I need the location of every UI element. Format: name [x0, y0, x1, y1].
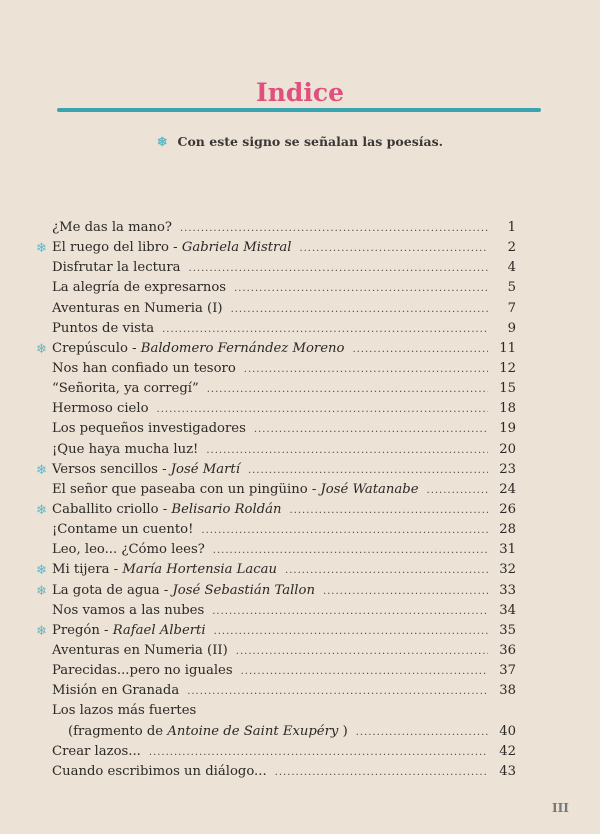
- entry-text: Puntos de vista: [52, 320, 155, 336]
- entry-author: José Martí: [170, 461, 240, 477]
- dot-leader: [149, 747, 488, 758]
- toc-entry: [36, 462, 516, 482]
- dot-leader: [206, 445, 488, 456]
- poem-snowflake-icon: ❄: [36, 563, 47, 579]
- entry-text: Versos sencillos -: [52, 461, 171, 477]
- entry-title: [52, 703, 196, 718]
- dot-leader: [275, 767, 488, 778]
- entry-page: 20: [499, 441, 516, 457]
- entry-text: Disfrutar la lectura: [52, 260, 181, 276]
- dot-leader: [241, 666, 488, 677]
- entry-title: [52, 583, 315, 598]
- dot-leader: [207, 384, 488, 395]
- entry-page: 38: [499, 683, 516, 699]
- poem-snowflake-icon: ❄: [36, 623, 47, 639]
- entry-page: 4: [507, 260, 516, 276]
- entry-title: [52, 301, 223, 316]
- entry-title: [52, 522, 193, 537]
- toc-entry: [36, 442, 516, 462]
- entry-title: [52, 321, 154, 336]
- poem-snowflake-icon: ❄: [36, 502, 47, 518]
- entry-author: José Sebastián Tallon: [172, 582, 315, 598]
- toc-entry: [36, 562, 516, 582]
- toc-entry: [36, 260, 516, 280]
- dot-leader: [231, 304, 488, 315]
- title-divider: [57, 108, 541, 112]
- toc-entry: [36, 583, 516, 603]
- entry-page: 15: [499, 381, 516, 397]
- entry-text-after: ): [338, 723, 348, 739]
- entry-text: Los lazos más fuertes: [52, 703, 197, 719]
- entry-page: 28: [499, 522, 516, 538]
- dot-leader: [323, 586, 488, 597]
- entry-text: La alegría de expresarnos: [52, 280, 227, 296]
- toc-entry: [36, 341, 516, 361]
- dot-leader: [352, 344, 488, 355]
- page-title: Indice: [256, 78, 344, 107]
- entry-text: Nos vamos a las nubes: [52, 602, 205, 618]
- entry-text: El señor que paseaba con un pingüino -: [52, 481, 321, 497]
- entry-title: [52, 603, 204, 618]
- entry-text: Cuando escribimos un diálogo...: [52, 763, 267, 779]
- toc-entry: [36, 703, 516, 723]
- dot-leader: [356, 727, 488, 738]
- entry-text: La gota de agua -: [52, 582, 173, 598]
- entry-text: Mi tijera -: [52, 562, 123, 578]
- toc-entry: [36, 381, 516, 401]
- entry-author: María Hortensia Lacau: [122, 562, 278, 578]
- toc-entry: [36, 724, 516, 744]
- entry-page: 7: [507, 300, 516, 316]
- entry-title: [52, 764, 267, 779]
- dot-leader: [290, 505, 488, 516]
- entry-author: Belisario Roldán: [171, 501, 282, 517]
- entry-page: 23: [499, 461, 516, 477]
- toc-entry: [36, 522, 516, 542]
- toc-entry: [36, 764, 516, 784]
- entry-title: [52, 462, 240, 477]
- toc-entry: [36, 663, 516, 683]
- entry-page: 31: [499, 542, 516, 558]
- dot-leader: [285, 565, 488, 576]
- entry-title: [52, 240, 291, 255]
- dot-leader: [214, 626, 488, 637]
- toc-entry: [36, 421, 516, 441]
- entry-page: 19: [499, 421, 516, 437]
- table-of-contents: [36, 220, 516, 784]
- entry-text: Hermoso cielo: [52, 401, 149, 417]
- poem-snowflake-icon: ❄: [36, 341, 47, 357]
- entry-text: Crear lazos...: [52, 743, 141, 759]
- poem-snowflake-icon: ❄: [36, 462, 47, 478]
- entry-page: 26: [499, 501, 516, 517]
- entry-title: [52, 442, 198, 457]
- toc-entry: [36, 321, 516, 341]
- entry-author: Rafael Alberti: [112, 622, 206, 638]
- entry-page: 12: [499, 360, 516, 376]
- toc-entry: [36, 542, 516, 562]
- entry-text: Nos han confiado un tesoro: [52, 360, 236, 376]
- entry-text: “Señorita, ya corregí”: [52, 381, 199, 397]
- toc-entry: [36, 683, 516, 703]
- entry-text: Los pequeños investigadores: [52, 421, 246, 437]
- dot-leader: [244, 364, 488, 375]
- entry-page: 42: [499, 743, 516, 759]
- entry-title: [52, 683, 179, 698]
- entry-title: [52, 744, 141, 759]
- entry-text: Aventuras en Numeria (I): [52, 300, 223, 316]
- entry-text: Pregón -: [52, 622, 113, 638]
- entry-page: 36: [499, 642, 516, 658]
- entry-page: 24: [499, 481, 516, 497]
- toc-entry: [36, 220, 516, 240]
- dot-leader: [248, 465, 488, 476]
- toc-entry: [36, 401, 516, 421]
- entry-title: [52, 401, 149, 416]
- entry-author: Antoine de Saint Exupéry: [167, 723, 339, 739]
- entry-text: Parecidas...pero no iguales: [52, 663, 233, 679]
- toc-entry: [36, 502, 516, 522]
- toc-entry: [36, 280, 516, 300]
- dot-leader: [213, 545, 488, 556]
- entry-text: El ruego del libro -: [52, 240, 182, 256]
- entry-author: Baldomero Fernández Moreno: [140, 340, 345, 356]
- entry-author: José Watanabe: [320, 481, 419, 497]
- entry-page: 1: [507, 220, 516, 235]
- entry-title: [52, 220, 172, 235]
- snowflake-icon: ❄: [157, 134, 168, 149]
- entry-page: 37: [499, 663, 516, 679]
- entry-page: 11: [499, 340, 516, 356]
- toc-entry: [36, 482, 516, 502]
- dot-leader: [189, 263, 488, 274]
- entry-text: ¡Que haya mucha luz!: [52, 441, 199, 457]
- entry-title: [52, 381, 199, 396]
- toc-entry: [36, 603, 516, 623]
- entry-page: 32: [499, 562, 516, 578]
- entry-title: [52, 341, 344, 356]
- entry-page: 43: [499, 763, 516, 779]
- entry-title: [52, 361, 236, 376]
- toc-entry: [36, 643, 516, 663]
- dot-leader: [236, 646, 488, 657]
- entry-page: 2: [507, 240, 516, 256]
- toc-entry: [36, 744, 516, 764]
- poem-snowflake-icon: ❄: [36, 241, 47, 257]
- entry-text: Crepúsculo -: [52, 340, 141, 356]
- entry-page: 35: [499, 622, 516, 638]
- dot-leader: [157, 404, 488, 415]
- dot-leader: [180, 223, 488, 234]
- entry-author: Gabriela Mistral: [181, 240, 292, 256]
- legend-text: Con este signo se señalan las poesías.: [177, 134, 443, 149]
- entry-page: 34: [499, 602, 516, 618]
- entry-title: [52, 663, 233, 678]
- dot-leader: [201, 525, 488, 536]
- toc-entry: [36, 240, 516, 260]
- dot-leader: [234, 283, 488, 294]
- entry-page: 5: [507, 280, 516, 296]
- entry-text: Leo, leo... ¿Cómo lees?: [52, 542, 205, 558]
- entry-text: ¡Contame un cuento!: [52, 522, 194, 538]
- dot-leader: [162, 324, 488, 335]
- toc-entry: [36, 623, 516, 643]
- entry-text: Misión en Granada: [52, 683, 180, 699]
- entry-title: [52, 482, 419, 497]
- entry-title: [52, 542, 205, 557]
- toc-entry: [36, 301, 516, 321]
- entry-page: 33: [499, 582, 516, 598]
- poem-snowflake-icon: ❄: [36, 583, 47, 599]
- entry-title: [52, 280, 226, 295]
- entry-title: [52, 643, 228, 658]
- dot-leader: [427, 485, 488, 496]
- entry-page: 18: [499, 401, 516, 417]
- entry-text: (fragmento de: [68, 723, 168, 739]
- dot-leader: [299, 243, 488, 254]
- dot-leader: [187, 686, 488, 697]
- entry-text: ¿Me das la mano?: [52, 220, 172, 235]
- entry-title: [52, 623, 206, 638]
- entry-title: [52, 562, 277, 577]
- entry-text: Caballito criollo -: [52, 501, 172, 517]
- entry-title: [52, 260, 181, 275]
- entry-page: 9: [507, 320, 516, 336]
- entry-title: [68, 724, 348, 739]
- entry-text: Aventuras en Numeria (II): [52, 642, 228, 658]
- entry-title: [52, 502, 282, 517]
- page-number: III: [552, 801, 569, 815]
- entry-title: [52, 421, 246, 436]
- dot-leader: [212, 606, 488, 617]
- toc-entry: [36, 361, 516, 381]
- dot-leader: [254, 424, 488, 435]
- entry-page: 40: [499, 723, 516, 739]
- legend-note: [0, 134, 600, 149]
